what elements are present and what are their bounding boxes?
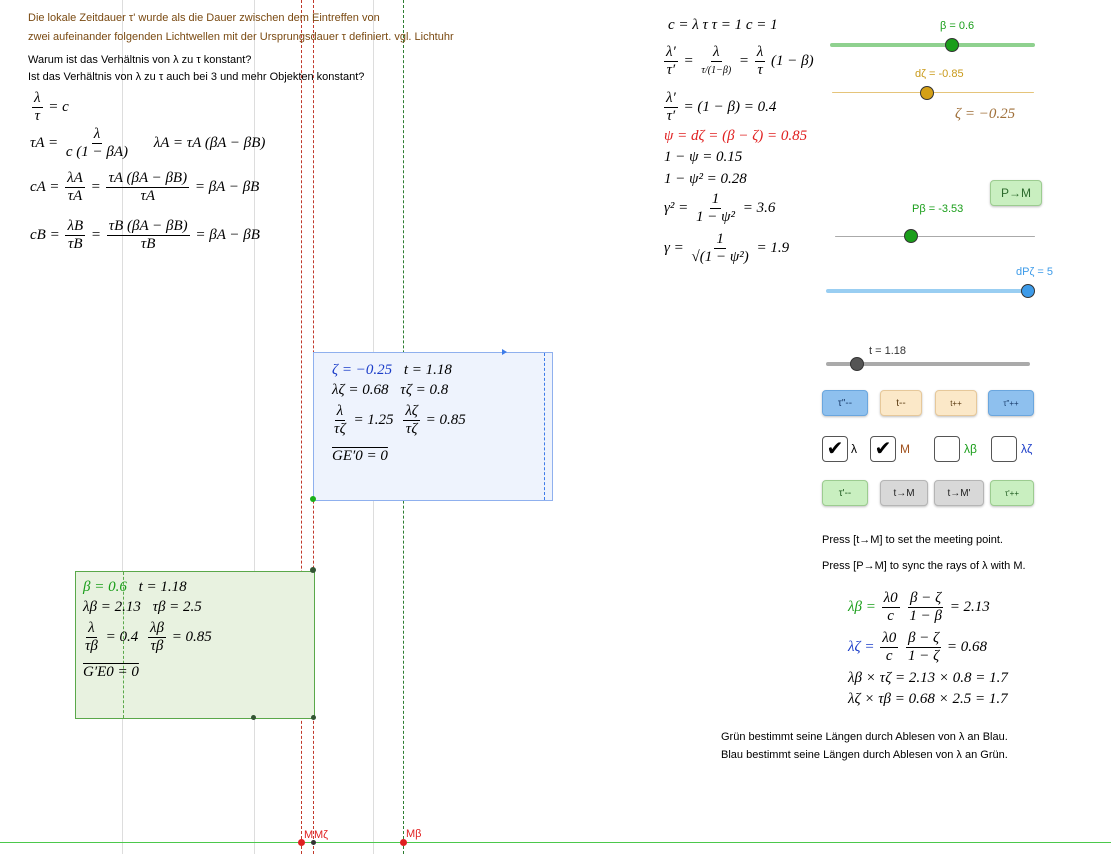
formula-lambda-beta: λβ = $\frac{\lambda 0}{c}$ $\frac{\beta - \zeta}{1 - \beta}$ = 2.13 [848,590,990,624]
formula-c-lambda-tau: c = λ τ τ = 1 c = 1 [668,17,778,33]
t-minus-button[interactable]: t-- [880,390,922,416]
green-box-corner-point[interactable] [310,567,316,573]
m-beta-point-label: Mβ [406,828,422,840]
blue-tau: τζ = 0.8 [400,382,449,398]
blue-t: t = 1.18 [403,362,452,378]
lambda-beta-checkbox[interactable] [934,436,960,462]
green-lambda: λβ = 2.13 [83,599,141,615]
m-checkbox-label: M [900,442,910,456]
zeta-readout: ζ = −0.25 [955,106,1016,122]
beta-slider-track[interactable] [830,43,1035,47]
intro-line-2: zwei aufeinander folgenden Lichtwellen mit der Ursprungsdauer τ definiert. vgl. Lichtuhr [28,31,454,43]
explanation-line-2: Blau bestimmt seine Längen durch Ablesen von λ an Grün. [721,749,1008,761]
lambda-zeta-checkbox-label: λζ [1021,442,1033,456]
t-slider-label: t = 1.18 [869,345,907,357]
beta-slider-knob[interactable] [945,38,959,52]
tau-prime-plus-button[interactable]: τ'++ [990,480,1034,506]
m-beta-point[interactable] [400,839,407,846]
formula-psi: ψ = dζ = (β − ζ) = 0.85 [664,128,808,144]
m-checkbox[interactable]: ✔ [870,436,896,462]
green-box-bottom-right-point[interactable] [311,715,316,720]
t-to-m-button[interactable]: t→M [880,480,928,506]
formula-lambda-zeta: λζ = $\frac{\lambda 0}{c}$ $\frac{\beta - \zeta}{1 - \zeta}$ = 0.68 [848,630,988,664]
green-beta: β = 0.6 [83,579,127,595]
pbeta-slider-label: Pβ = -3.53 [912,203,964,215]
dzeta-slider-knob[interactable] [920,86,934,100]
m-zeta-point-label: Mζ [314,829,329,841]
formula-lambda-prime-value: $\frac{\lambda'}{\tau'}$ = (1 − β) = 0.4 [666,90,777,124]
blue-ge: GE′0 = 0 [332,448,388,464]
lambda-beta-checkbox-label: λβ [964,442,977,456]
dpzeta-slider-knob[interactable] [1021,284,1035,298]
formula-lambda-over-tau: $\frac{\lambda}{\tau}$ = c [34,90,69,124]
m-point-label: M [304,829,314,841]
blue-zeta: ζ = −0.25 [332,362,393,378]
t-plus-button[interactable]: t++ [935,390,977,416]
formula-gamma: γ = $\frac{1}{\text{√(1 − ψ²)}}$ = 1.9 [664,231,790,265]
dpzeta-slider-track[interactable] [826,289,1030,293]
green-ge: G′E0 = 0 [83,664,139,680]
formula-product-2: λζ × τβ = 0.68 × 2.5 = 1.7 [848,691,1008,707]
dzeta-slider-label: dζ = -0.85 [915,68,964,80]
pbeta-slider-knob[interactable] [904,229,918,243]
blue-lambda: λζ = 0.68 [332,382,389,398]
tau-dd-plus-button[interactable]: τ"++ [988,390,1034,416]
blue-box-corner-point[interactable] [310,496,316,502]
formula-gamma-squared: γ² = $\frac{1}{\text{1 − ψ²}}$ = 3.6 [664,191,776,225]
blue-ratios: $\frac{\lambda}{\tau\zeta}$ = 1.25 $\frac{\lambda\zeta}{\tau\zeta}$ = 0.85 [334,403,466,437]
instruction-line-2: Press [P→M] to sync the rays of λ with M. [822,560,1026,572]
green-tau: τβ = 2.5 [152,599,202,615]
blue-object-box[interactable] [313,352,553,501]
formula-product-1: λβ × τζ = 2.13 × 0.8 = 1.7 [848,670,1008,686]
formula-tau-a: τA = $\frac{\lambda}{c (1 - \beta A)}$ λA = τA (βA − βB) [30,126,266,160]
intro-line-1: Die lokale Zeitdauer τ' wurde als die Dauer zwischen dem Eintreffen von [28,12,380,24]
p-to-m-button[interactable]: P→M [990,180,1042,206]
blue-arrow-icon [502,349,507,355]
formula-one-minus-psi: 1 − ψ = 0.15 [664,149,743,165]
explanation-line-1: Grün bestimmt seine Längen durch Ablesen von λ an Blau. [721,731,1008,743]
pbeta-slider-track[interactable] [835,236,1035,237]
tau-dd-minus-button[interactable]: τ"-- [822,390,868,416]
green-box-bottom-point[interactable] [251,715,256,720]
question-2: Ist das Verhältnis von λ zu τ auch bei 3 und mehr Objekten konstant? [28,71,365,83]
green-t: t = 1.18 [138,579,187,595]
blue-box-dashed-edge [544,353,545,500]
formula-one-minus-psi-squared: 1 − ψ² = 0.28 [664,171,747,187]
tau-prime-minus-button[interactable]: τ'-- [822,480,868,506]
lambda-zeta-checkbox[interactable] [991,436,1017,462]
beta-slider-label: β = 0.6 [940,20,975,32]
formula-c-a: cA = $\frac{\lambda A}{\tau A}$ = $\frac{\tau A (\beta A - \beta B)}{\tau A}$ = βA − βB [30,170,260,204]
green-baseline [0,842,1111,843]
question-1: Warum ist das Verhältnis von λ zu τ konstant? [28,54,252,66]
t-slider-knob[interactable] [850,357,864,371]
formula-c-b: cB = $\frac{\lambda B}{\tau B}$ = $\frac{\tau B (\beta A - \beta B)}{\tau B}$ = βA − βB [30,218,260,252]
green-ratios: $\frac{\lambda}{\tau\beta}$ = 0.4 $\frac{\lambda\beta}{\tau\beta}$ = 0.85 [85,620,212,654]
green-object-box[interactable] [75,571,315,719]
lambda-checkbox[interactable]: ✔ [822,436,848,462]
instruction-line-1: Press [t→M] to set the meeting point. [822,534,1003,546]
dpzeta-slider-label: dPζ = 5 [1016,266,1053,278]
lambda-checkbox-label: λ [851,442,857,456]
formula-lambda-prime-ratio: $\frac{\lambda'}{\tau'}$ = $\frac{\lambda}{\tau/(1-\beta)}$ = $\frac{\lambda}{\tau}$ (1 − β) [666,44,814,78]
red-dashed-line [301,0,302,854]
t-to-m-prime-button[interactable]: t→M' [934,480,984,506]
